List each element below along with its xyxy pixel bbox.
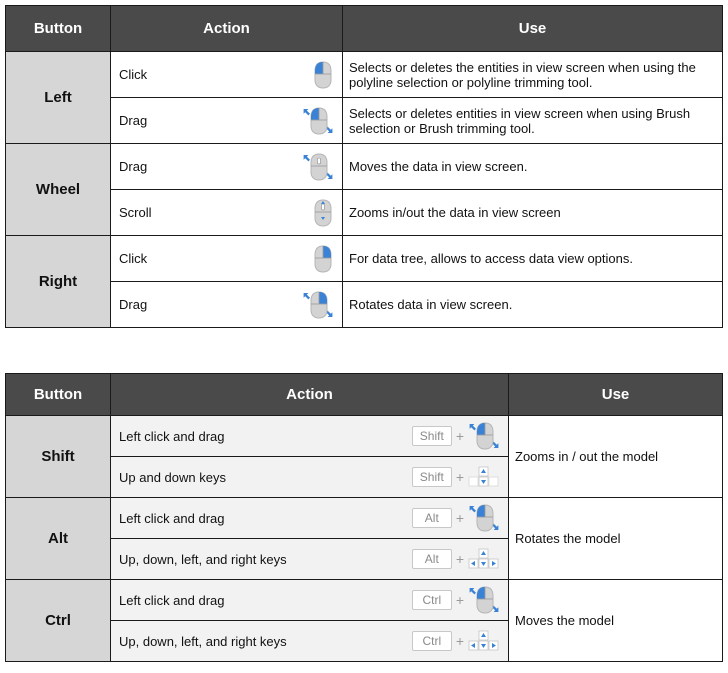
mouse-left-drag-icon bbox=[468, 419, 500, 453]
table-row bbox=[6, 580, 723, 621]
alt-key: Alt bbox=[412, 549, 452, 569]
header-button: Button bbox=[6, 6, 111, 52]
header-use: Use bbox=[509, 374, 723, 416]
table-row bbox=[6, 282, 723, 328]
action-label: Click bbox=[119, 67, 148, 82]
action-label: Left click and drag bbox=[119, 592, 225, 608]
key-combo bbox=[412, 501, 500, 535]
action-label: Up, down, left, and right keys bbox=[119, 633, 287, 649]
mouse-left-drag-icon bbox=[468, 501, 500, 535]
action-label: Left click and drag bbox=[119, 510, 225, 526]
arrow-keys-icon bbox=[468, 630, 500, 652]
header-action: Action bbox=[111, 6, 343, 52]
table-row bbox=[6, 52, 723, 98]
use-text: Zooms in/out the data in view screen bbox=[343, 190, 723, 236]
mouse-right-drag-icon bbox=[302, 288, 334, 322]
action-label: Left click and drag bbox=[119, 428, 225, 444]
button-ctrl: Ctrl bbox=[6, 580, 111, 662]
use-text: For data tree, allows to access data view options. bbox=[343, 236, 723, 282]
button-alt: Alt bbox=[6, 498, 111, 580]
keyboard-controls-table bbox=[5, 373, 723, 662]
alt-key: Alt bbox=[412, 508, 452, 528]
table-row bbox=[6, 498, 723, 539]
mouse-controls-table bbox=[5, 5, 723, 328]
action-label: Click bbox=[119, 251, 148, 266]
plus-sign: + bbox=[455, 469, 464, 485]
shift-key: Shift bbox=[412, 467, 452, 487]
table-row bbox=[6, 236, 723, 282]
table-row bbox=[6, 416, 723, 457]
header-button: Button bbox=[6, 374, 111, 416]
mouse-wheel-drag-icon bbox=[302, 150, 334, 184]
key-combo bbox=[412, 630, 500, 652]
action-label: Drag bbox=[119, 297, 148, 312]
button-wheel: Wheel bbox=[6, 144, 111, 236]
plus-sign: + bbox=[455, 551, 464, 567]
use-text: Moves the model bbox=[509, 580, 723, 662]
button-right: Right bbox=[6, 236, 111, 328]
mouse-wheel-scroll-icon bbox=[312, 196, 334, 230]
action-label: Up and down keys bbox=[119, 469, 226, 485]
shift-key: Shift bbox=[412, 426, 452, 446]
key-combo bbox=[412, 466, 500, 488]
use-text: Moves the data in view screen. bbox=[343, 144, 723, 190]
use-text: Zooms in / out the model bbox=[509, 416, 723, 498]
button-shift: Shift bbox=[6, 416, 111, 498]
key-combo bbox=[412, 548, 500, 570]
header-use: Use bbox=[343, 6, 723, 52]
table-row bbox=[6, 98, 723, 144]
header-action: Action bbox=[111, 374, 509, 416]
action-label: Scroll bbox=[119, 205, 152, 220]
table-row bbox=[6, 190, 723, 236]
button-left: Left bbox=[6, 52, 111, 144]
plus-sign: + bbox=[455, 592, 464, 608]
mouse-right-click-icon bbox=[312, 243, 334, 275]
plus-sign: + bbox=[455, 510, 464, 526]
use-text: Rotates the model bbox=[509, 498, 723, 580]
plus-sign: + bbox=[455, 633, 464, 649]
arrow-keys-icon bbox=[468, 548, 500, 570]
mouse-left-drag-icon bbox=[468, 583, 500, 617]
table-row bbox=[6, 144, 723, 190]
ctrl-key: Ctrl bbox=[412, 590, 452, 610]
use-text: Rotates data in view screen. bbox=[343, 282, 723, 328]
table-header-row bbox=[6, 374, 723, 416]
action-label: Drag bbox=[119, 159, 148, 174]
action-label: Up, down, left, and right keys bbox=[119, 551, 287, 567]
mouse-left-drag-icon bbox=[302, 104, 334, 138]
action-label: Drag bbox=[119, 113, 148, 128]
ctrl-key: Ctrl bbox=[412, 631, 452, 651]
key-combo bbox=[412, 419, 500, 453]
mouse-left-click-icon bbox=[312, 59, 334, 91]
table-header-row bbox=[6, 6, 723, 52]
arrow-up-down-keys-icon bbox=[468, 466, 500, 488]
plus-sign: + bbox=[455, 428, 464, 444]
use-text: Selects or deletes the entities in view screen when using the polyline selection or polyline trimming tool. bbox=[343, 52, 723, 98]
use-text: Selects or deletes entities in view screen when using Brush selection or Brush trimming tool. bbox=[343, 98, 723, 144]
key-combo bbox=[412, 583, 500, 617]
